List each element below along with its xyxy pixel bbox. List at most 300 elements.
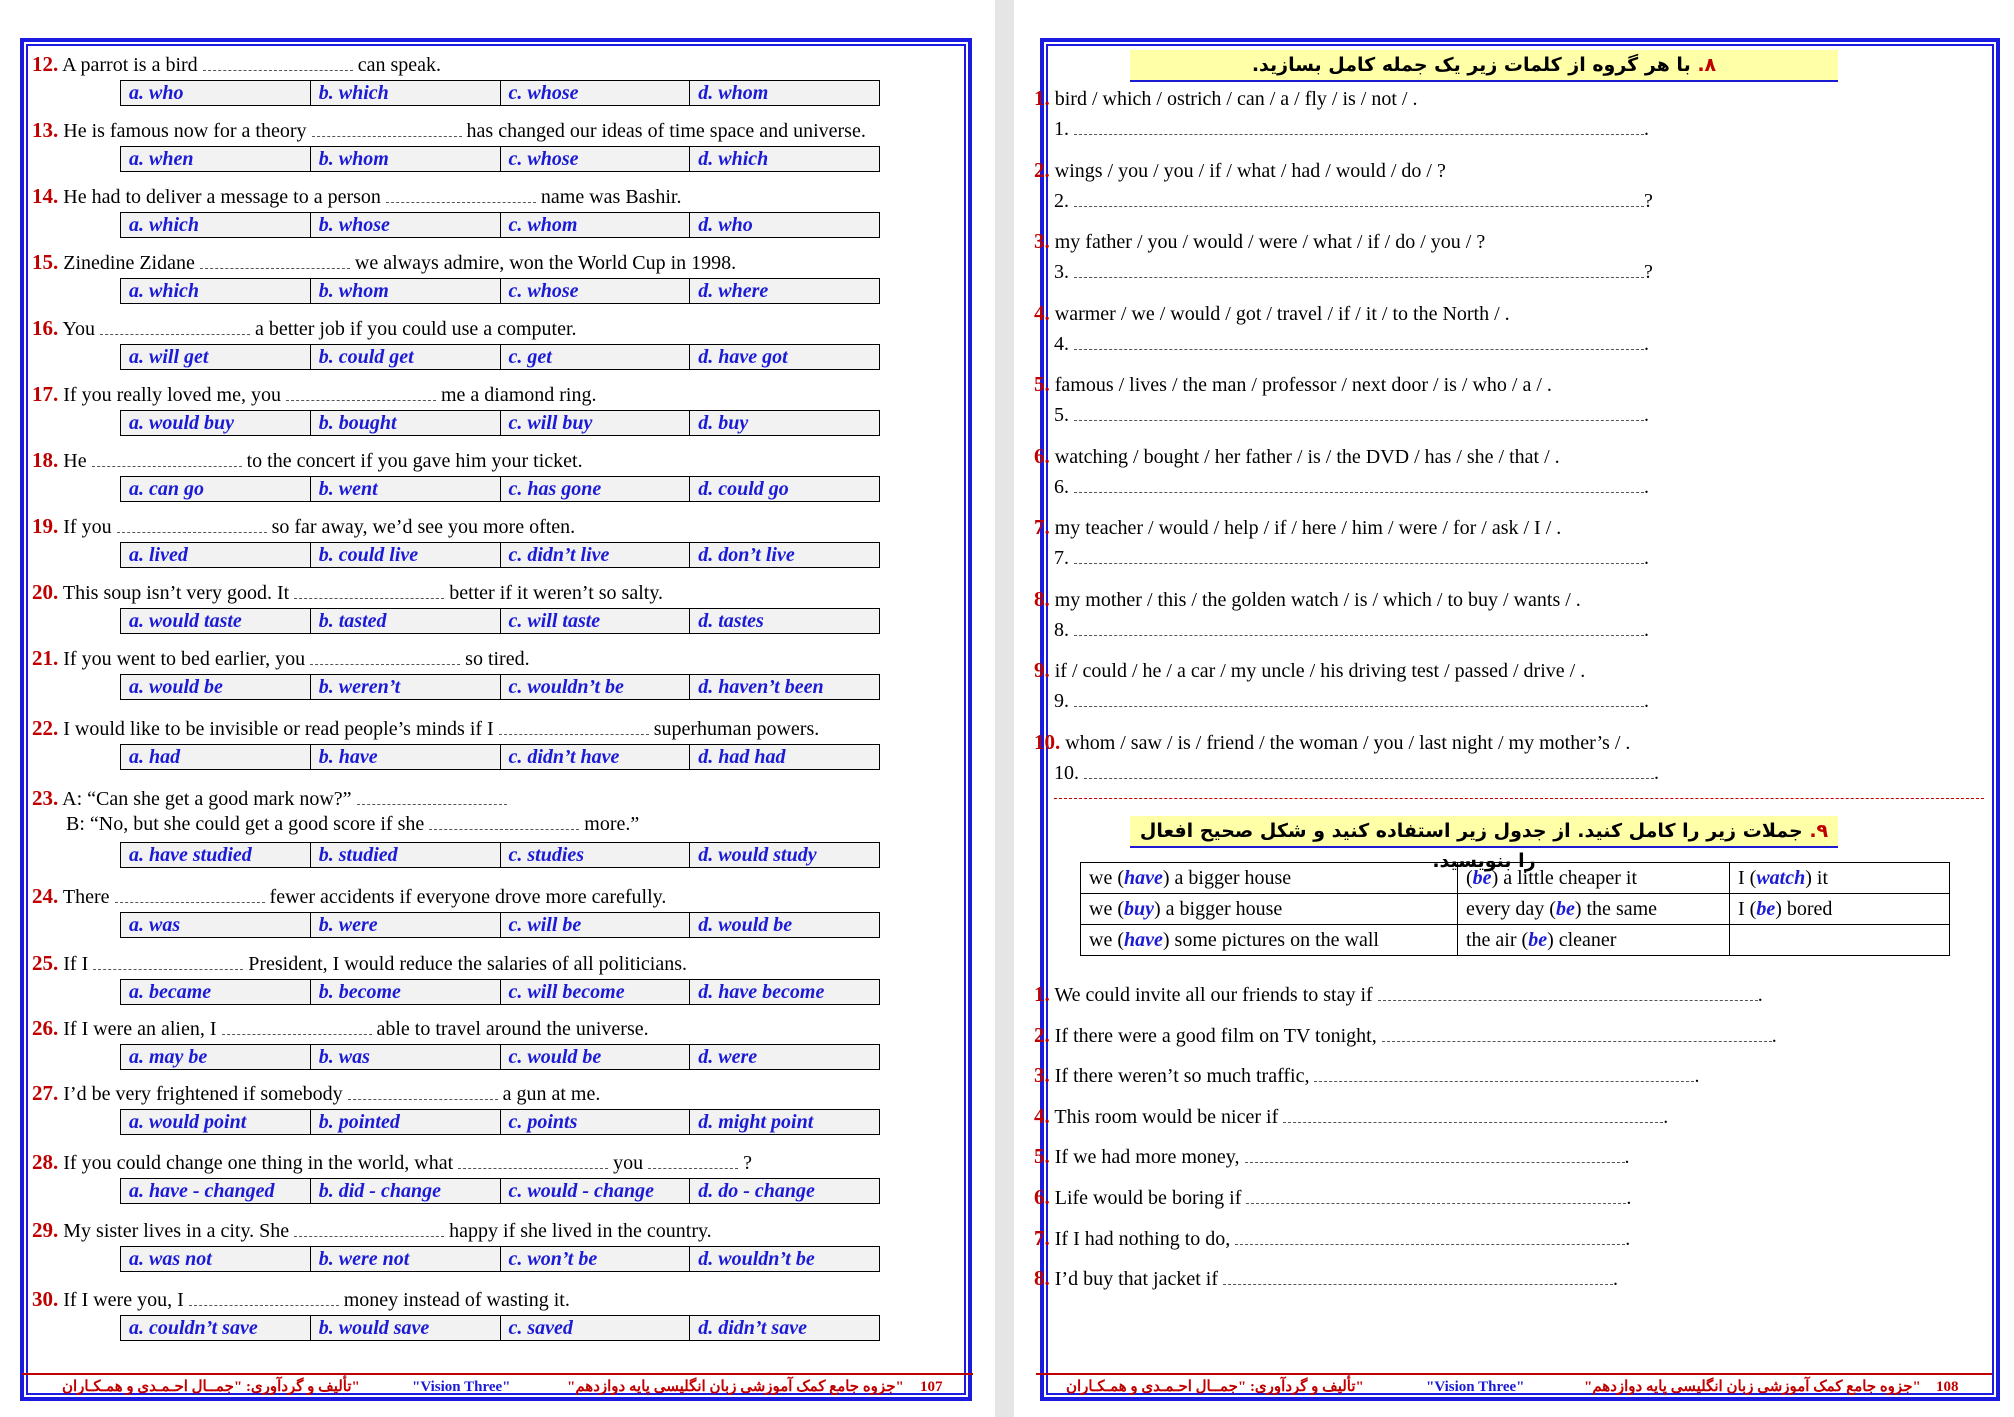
option-c[interactable]: c. whose — [501, 81, 691, 105]
question-number: 29. — [32, 1218, 59, 1242]
item-number: 1. — [1034, 982, 1050, 1006]
question-number: 28. — [32, 1150, 59, 1174]
verb-table — [1080, 862, 1950, 956]
word-list: wings / you / you / if / what / had / would / do / ? — [1054, 159, 1446, 182]
answer-blank[interactable] — [1074, 263, 1644, 278]
answer-blank[interactable] — [1074, 692, 1644, 707]
option-a[interactable]: a. would taste — [121, 609, 311, 633]
question-item — [32, 1150, 983, 1216]
question-item — [32, 184, 983, 250]
question-stem: I would like to be invisible or read people’s minds if I — [63, 718, 494, 740]
option-a[interactable]: a. was — [121, 913, 311, 937]
end-mark: . — [1644, 332, 1649, 355]
answer-blank[interactable] — [1074, 621, 1644, 636]
completion-item: 2. If there were a good film on TV tonight, . — [1034, 1022, 1777, 1047]
footer-vision: "Vision Three" — [1426, 1379, 1525, 1395]
option-c[interactable]: c. studies — [501, 843, 691, 867]
answer-blank[interactable] — [310, 650, 460, 665]
answer-blank[interactable] — [294, 1222, 444, 1237]
end-mark: ? — [1644, 189, 1653, 212]
option-b[interactable]: b. studied — [311, 843, 501, 867]
item-text: If there were a good film on TV tonight, — [1054, 1024, 1377, 1047]
end-mark: ? — [1644, 261, 1653, 283]
word-group — [1034, 229, 1994, 254]
option-a[interactable]: a. had — [121, 745, 311, 769]
question-item — [32, 884, 983, 950]
answer-line — [1034, 403, 1994, 427]
completion-item: 1. We could invite all our friends to stay if . — [1034, 982, 1763, 1006]
option-a[interactable]: a. couldn’t save — [121, 1316, 311, 1340]
question-text-line2 — [66, 812, 639, 836]
question-item — [32, 250, 983, 316]
item-number: 4. — [1034, 300, 1050, 325]
end-mark: . — [1644, 475, 1649, 498]
option-b[interactable]: b. bought — [311, 411, 501, 435]
end-mark: . — [1644, 690, 1649, 712]
option-c[interactable]: c. whose — [501, 147, 691, 171]
option-b[interactable]: b. whom — [311, 147, 501, 171]
page-right — [1014, 0, 2014, 1417]
option-a[interactable]: a. would point — [121, 1110, 311, 1134]
question-stem: fewer accidents if everyone drove more carefully. — [269, 886, 667, 908]
option-c[interactable]: c. saved — [501, 1316, 691, 1340]
options-row — [120, 842, 880, 868]
end-mark: . — [1644, 404, 1649, 426]
verb-table-row — [1081, 925, 1950, 956]
answer-line — [1034, 689, 1994, 713]
answer-blank[interactable] — [1074, 549, 1644, 564]
question-stem: happy if she lived in the country. — [449, 1220, 712, 1242]
option-c[interactable]: c. will be — [501, 913, 691, 937]
answer-blank[interactable] — [1382, 1027, 1772, 1042]
option-d[interactable]: d. would be — [698, 914, 793, 936]
option-b[interactable]: b. went — [311, 477, 501, 501]
item-number: 4. — [1034, 1103, 1050, 1128]
verb-table-cell — [1730, 894, 1950, 925]
sentence-item — [1034, 587, 1994, 642]
question-item — [32, 951, 983, 1017]
option-d[interactable]: d. have become — [698, 981, 825, 1003]
option-c[interactable]: c. has gone — [501, 477, 691, 501]
option-d[interactable]: d. whom — [698, 82, 769, 104]
footer-book: "جزوه جامع کمک آموزشی زبان انگلیسی پایه دوازدهم" — [567, 1379, 904, 1395]
answer-blank[interactable] — [189, 1291, 339, 1306]
answer-blank[interactable] — [1246, 1189, 1626, 1204]
options-row — [120, 476, 880, 502]
question-item — [32, 580, 983, 646]
item-text: This room would be nicer if — [1054, 1105, 1279, 1128]
word-list: whom / saw / is / friend / the woman / you / last night / my mother’s / . — [1065, 731, 1631, 754]
question-item — [32, 448, 983, 514]
question-number: 13. — [32, 118, 59, 142]
end-mark: . — [1644, 547, 1649, 569]
answer-blank[interactable] — [1074, 406, 1644, 421]
question-stem: superhuman powers. — [653, 718, 820, 740]
verb: have — [1123, 867, 1163, 889]
option-b[interactable]: b. weren’t — [311, 675, 501, 699]
option-c[interactable]: c. whom — [501, 213, 691, 237]
question-stem: has changed our ideas of time space and universe. — [466, 120, 866, 142]
options-row — [120, 278, 880, 304]
verb-table-row — [1081, 863, 1950, 894]
options-row — [120, 410, 880, 436]
question-number: 25. — [32, 951, 59, 975]
answer-number: 9. — [1054, 690, 1069, 712]
question-stem: name was Bashir. — [540, 186, 682, 208]
option-b[interactable]: b. could get — [311, 345, 501, 369]
word-list: famous / lives / the man / professor / next door / is / who / a / . — [1054, 374, 1552, 396]
item-text: We could invite all our friends to stay if — [1054, 984, 1373, 1006]
word-group — [1034, 301, 1994, 326]
question-text — [32, 1081, 600, 1106]
option-d[interactable]: d. don’t live — [698, 544, 795, 566]
cell-text: I ( — [1738, 867, 1757, 889]
option-a[interactable]: a. became — [121, 980, 311, 1004]
option-b[interactable]: b. was — [311, 1045, 501, 1069]
end-mark: . — [1654, 761, 1659, 784]
cell-text: the air ( — [1466, 929, 1529, 951]
question-text — [32, 716, 819, 741]
question-text — [32, 250, 736, 275]
sentence-item — [1034, 86, 1994, 141]
option-b[interactable]: b. could live — [311, 543, 501, 567]
word-group — [1034, 515, 1994, 540]
item-number: 7. — [1034, 515, 1050, 539]
answer-blank[interactable] — [312, 122, 462, 137]
question-text — [32, 514, 575, 539]
question-item — [32, 382, 983, 448]
sentence-item — [1034, 730, 1994, 785]
question-text — [32, 884, 666, 909]
word-list: my teacher / would / help / if / here / him / were / for / ask / I / . — [1054, 517, 1562, 539]
options-row — [120, 1109, 880, 1135]
question-text — [32, 118, 866, 143]
question-item — [32, 646, 983, 712]
sentence-item — [1034, 301, 1994, 356]
cell-text: we ( — [1089, 898, 1124, 920]
question-stem: more.” — [584, 813, 640, 835]
option-c[interactable]: c. will become — [501, 980, 691, 1004]
answer-blank[interactable] — [648, 1154, 738, 1169]
question-stem: can speak. — [357, 54, 441, 76]
cell-text: ) bored — [1775, 898, 1833, 920]
option-d[interactable]: d. where — [698, 280, 769, 302]
cell-text: ) a bigger house — [1153, 898, 1283, 920]
answer-blank[interactable] — [92, 452, 242, 467]
option-c[interactable]: c. get — [501, 345, 691, 369]
answer-blank[interactable] — [100, 320, 250, 335]
option-c[interactable]: c. points — [501, 1110, 691, 1134]
option-b[interactable]: b. which — [311, 81, 501, 105]
question-item — [32, 514, 983, 580]
question-stem: me a diamond ring. — [440, 384, 597, 406]
cell-text: we ( — [1089, 929, 1124, 951]
verb-table-cell — [1458, 925, 1730, 956]
option-d[interactable]: d. tastes — [698, 610, 764, 632]
question-stem: He had to deliver a message to a person — [63, 186, 381, 208]
option-c[interactable]: c. will taste — [501, 609, 691, 633]
option-b[interactable]: b. were not — [311, 1247, 501, 1271]
option-d[interactable]: d. could go — [698, 478, 789, 500]
option-b[interactable]: b. would save — [311, 1316, 501, 1340]
option-c[interactable]: c. would be — [501, 1045, 691, 1069]
page-footer — [22, 1373, 973, 1399]
footer-author: تألیف و گردآوری: "جمــال احـمـدی و همـکـاران" — [1066, 1379, 1364, 1395]
option-a[interactable]: a. have studied — [121, 843, 311, 867]
word-list: my mother / this / the golden watch / is / which / to buy / wants / . — [1054, 588, 1581, 611]
item-text: If there weren’t so much traffic, — [1054, 1065, 1310, 1088]
option-d[interactable]: d. who — [698, 214, 753, 236]
word-group — [1034, 658, 1994, 683]
option-a[interactable]: a. which — [121, 213, 311, 237]
answer-blank[interactable] — [458, 1154, 608, 1169]
completion-item: 3. If there weren’t so much traffic, . — [1034, 1063, 1700, 1088]
verb: be — [1756, 898, 1776, 920]
item-number: 2. — [1034, 157, 1050, 182]
option-c[interactable]: c. would - change — [501, 1179, 691, 1203]
answer-blank[interactable] — [1074, 120, 1644, 135]
question-number: 30. — [32, 1287, 59, 1311]
question-stem: A parrot is a bird — [62, 54, 198, 76]
question-stem: to the concert if you gave him your ticket. — [246, 450, 583, 472]
answer-number: 5. — [1054, 404, 1069, 426]
answer-blank[interactable] — [386, 188, 536, 203]
answer-blank[interactable] — [348, 1085, 498, 1100]
word-list: bird / which / ostrich / can / a / fly / is / not / . — [1054, 88, 1418, 110]
answer-blank[interactable] — [429, 815, 579, 830]
option-d[interactable]: d. which — [698, 148, 769, 170]
option-d[interactable]: d. were — [698, 1046, 758, 1068]
option-b[interactable]: b. tasted — [311, 609, 501, 633]
option-a[interactable]: a. when — [121, 147, 311, 171]
answer-blank[interactable] — [1245, 1148, 1625, 1163]
answer-number: 1. — [1054, 118, 1069, 140]
word-list: warmer / we / would / got / travel / if / it / to the North / . — [1054, 302, 1510, 325]
answer-blank[interactable] — [200, 254, 350, 269]
option-d[interactable]: d. had had — [698, 746, 786, 768]
question-text — [32, 951, 687, 976]
page-left — [0, 0, 995, 1417]
option-d[interactable]: d. do - change — [698, 1180, 815, 1202]
option-b[interactable]: b. did - change — [311, 1179, 501, 1203]
item-number: 5. — [1034, 1144, 1050, 1169]
completion-item: 4. This room would be nicer if . — [1034, 1103, 1669, 1128]
option-a[interactable]: a. was not — [121, 1247, 311, 1271]
question-stem: so far away, we’d see you more often. — [271, 516, 576, 538]
answer-blank[interactable] — [117, 518, 267, 533]
option-d[interactable]: d. didn’t save — [698, 1317, 807, 1339]
verb-table-cell — [1730, 863, 1950, 894]
question-number: 20. — [32, 580, 59, 604]
question-number: 26. — [32, 1016, 59, 1040]
options-row — [120, 344, 880, 370]
sentence-item — [1034, 229, 1994, 284]
item-number: 1. — [1034, 86, 1050, 110]
option-c[interactable]: c. whose — [501, 279, 691, 303]
question-item — [32, 716, 983, 782]
question-stem: If you could change one thing in the world, what — [63, 1152, 454, 1174]
verb-table-cell — [1081, 863, 1458, 894]
options-row — [120, 1044, 880, 1070]
answer-blank[interactable] — [93, 955, 243, 970]
question-stem: If I were an alien, I — [63, 1018, 217, 1040]
question-stem: able to travel around the universe. — [376, 1018, 649, 1040]
options-row — [120, 1315, 880, 1341]
option-d[interactable]: d. would study — [698, 844, 817, 866]
question-stem: If I were you, I — [63, 1289, 184, 1311]
question-stem: we always admire, won the World Cup in 1998. — [354, 252, 737, 274]
option-b[interactable]: b. whom — [311, 279, 501, 303]
question-stem: President, I would reduce the salaries of all politicians. — [248, 953, 687, 975]
verb-table-cell — [1458, 863, 1730, 894]
sentence-item — [1034, 158, 1994, 213]
answer-blank[interactable] — [115, 888, 265, 903]
answer-blank[interactable] — [1314, 1067, 1694, 1082]
cell-text: ) a bigger house — [1162, 867, 1292, 889]
question-stem: a gun at me. — [502, 1083, 601, 1105]
option-b[interactable]: b. have — [311, 745, 501, 769]
option-c[interactable]: c. didn’t live — [501, 543, 691, 567]
question-text — [32, 316, 577, 341]
word-group — [1034, 730, 1994, 755]
answer-blank[interactable] — [1223, 1270, 1613, 1285]
section-number: ۸. — [1697, 54, 1717, 76]
question-item — [32, 316, 983, 382]
options-row — [120, 80, 880, 106]
answer-line — [1034, 332, 1994, 356]
item-number: 3. — [1034, 229, 1050, 253]
answer-line — [1034, 189, 1994, 213]
section-9-header — [1130, 816, 1838, 872]
question-text — [32, 1150, 752, 1175]
verb-table-cell — [1081, 894, 1458, 925]
option-a[interactable]: a. would be — [121, 675, 311, 699]
option-a[interactable]: a. will get — [121, 345, 311, 369]
word-list: if / could / he / a car / my uncle / his driving test / passed / drive / . — [1054, 660, 1586, 682]
answer-blank[interactable] — [1074, 478, 1644, 493]
question-number: 17. — [32, 382, 59, 406]
footer-page-number: 107 — [920, 1379, 943, 1395]
answer-blank[interactable] — [357, 790, 507, 805]
cell-text: ) it — [1805, 867, 1829, 889]
option-a[interactable]: a. which — [121, 279, 311, 303]
option-c[interactable]: c. will buy — [501, 411, 691, 435]
answer-blank[interactable] — [1378, 986, 1758, 1001]
options-row — [120, 744, 880, 770]
option-d[interactable]: d. buy — [698, 412, 749, 434]
sentence-item — [1034, 372, 1994, 427]
answer-blank[interactable] — [1283, 1108, 1663, 1123]
question-item — [32, 52, 983, 118]
cell-text: ( — [1466, 867, 1473, 889]
option-d[interactable]: d. might point — [698, 1111, 814, 1133]
answer-blank[interactable] — [1235, 1230, 1625, 1245]
verb: be — [1528, 929, 1548, 951]
item-text: Life would be boring if — [1054, 1187, 1242, 1209]
word-list: my father / you / would / were / what / if / do / you / ? — [1054, 231, 1486, 253]
answer-blank[interactable] — [1074, 192, 1644, 207]
answer-blank[interactable] — [203, 56, 353, 71]
option-a[interactable]: a. may be — [121, 1045, 311, 1069]
option-d[interactable]: d. wouldn’t be — [698, 1248, 815, 1270]
option-a[interactable]: a. who — [121, 81, 311, 105]
answer-number: 2. — [1054, 189, 1069, 212]
option-b[interactable]: b. pointed — [311, 1110, 501, 1134]
answer-blank[interactable] — [499, 720, 649, 735]
question-stem: Zinedine Zidane — [63, 252, 195, 274]
question-stem: If you went to bed earlier, you — [63, 648, 306, 670]
item-number: 9. — [1034, 658, 1050, 682]
completion-item: 8. I’d buy that jacket if . — [1034, 1266, 1619, 1291]
options-row — [120, 1178, 880, 1204]
question-number: 24. — [32, 884, 59, 908]
word-group — [1034, 86, 1994, 111]
word-group — [1034, 158, 1994, 183]
answer-blank[interactable] — [286, 386, 436, 401]
verb-table-cell — [1081, 925, 1458, 956]
answer-blank[interactable] — [294, 584, 444, 599]
item-number: 2. — [1034, 1022, 1050, 1047]
options-row — [120, 542, 880, 568]
option-a[interactable]: a. have - changed — [121, 1179, 311, 1203]
question-text — [32, 646, 530, 671]
option-b[interactable]: b. become — [311, 980, 501, 1004]
options-row — [120, 212, 880, 238]
option-c[interactable]: c. wouldn’t be — [501, 675, 691, 699]
item-text: If we had more money, — [1054, 1146, 1240, 1169]
footer-page-number: 108 — [1936, 1379, 1959, 1395]
question-item — [32, 1016, 983, 1082]
question-number: 22. — [32, 716, 59, 740]
question-number: 15. — [32, 250, 59, 274]
cell-text: ) the same — [1574, 898, 1658, 920]
question-stem: This soup isn’t very good. It — [62, 582, 290, 604]
answer-number: 3. — [1054, 261, 1069, 283]
verb-table-cell — [1730, 925, 1950, 956]
option-a[interactable]: a. can go — [121, 477, 311, 501]
question-stem: He is famous now for a theory — [63, 120, 307, 142]
answer-blank[interactable] — [1084, 764, 1654, 779]
question-stem: ? — [743, 1152, 753, 1174]
footer-vision: "Vision Three" — [412, 1379, 511, 1395]
option-b[interactable]: b. were — [311, 913, 501, 937]
option-d[interactable]: d. have got — [698, 346, 788, 368]
question-stem: If I — [63, 953, 89, 975]
section-divider — [1054, 798, 1984, 799]
completion-item: 5. If we had more money, . — [1034, 1144, 1630, 1169]
word-list: watching / bought / her father / is / the DVD / has / she / that / . — [1054, 445, 1560, 468]
options-row — [120, 1246, 880, 1272]
question-text — [32, 382, 597, 407]
option-a[interactable]: a. lived — [121, 543, 311, 567]
option-c[interactable]: c. won’t be — [501, 1247, 691, 1271]
question-stem: There — [62, 886, 110, 908]
option-d[interactable]: d. haven’t been — [698, 676, 824, 698]
option-c[interactable]: c. didn’t have — [501, 745, 691, 769]
question-stem: better if it weren’t so salty. — [449, 582, 664, 604]
option-a[interactable]: a. would buy — [121, 411, 311, 435]
answer-number: 10. — [1054, 761, 1079, 784]
question-number: 21. — [32, 646, 59, 670]
question-number: 27. — [32, 1081, 59, 1105]
question-text — [32, 448, 583, 473]
answer-blank[interactable] — [222, 1020, 372, 1035]
question-stem: a better job if you could use a computer. — [254, 318, 577, 340]
item-text: If I had nothing to do, — [1054, 1227, 1231, 1250]
answer-blank[interactable] — [1074, 335, 1644, 350]
answer-line — [1034, 761, 1994, 785]
option-b[interactable]: b. whose — [311, 213, 501, 237]
